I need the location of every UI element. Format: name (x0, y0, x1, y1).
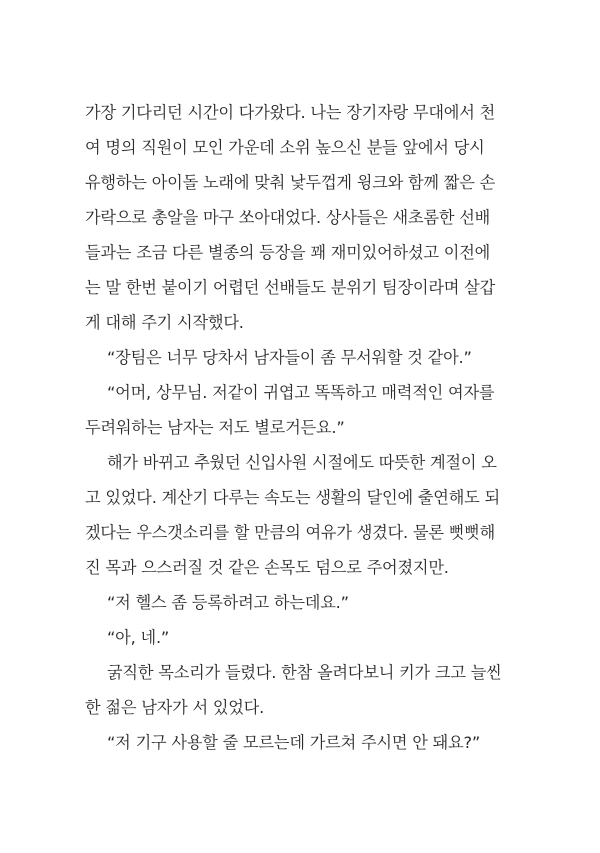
text-line: 는 말 한번 붙이기 어렵던 선배들도 분위기 팀장이라며 살갑 (85, 278, 496, 297)
dialogue-line: “장팀은 너무 당차서 남자들이 좀 무서워할 것 같아.” (107, 348, 472, 367)
text-line: 겠다는 우스갯소리를 할 만큼의 여유가 생겼다. 물론 뻣뻣해 (85, 523, 496, 542)
text-line: 한 젊은 남자가 서 있었다. (85, 698, 265, 717)
text-line: 진 목과 으스러질 것 같은 손목도 덤으로 주어졌지만. (85, 558, 449, 577)
text-line: 가장 기다리던 시간이 다가왔다. 나는 장기자랑 무대에서 천 (85, 103, 496, 122)
text-line: 여 명의 직원이 모인 가운데 소위 높으신 분들 앞에서 당시 (85, 138, 485, 157)
dialogue-line: “어머, 상무님. 저같이 귀엽고 똑똑하고 매력적인 여자를 (107, 383, 495, 402)
text-line: 게 대해 주기 시작했다. (85, 313, 244, 332)
text-line: 두려워하는 남자는 저도 별로거든요.” (85, 418, 345, 437)
paragraph-start-line: 굵직한 목소리가 들렸다. 한참 올려다보니 키가 크고 늘씬 (107, 663, 502, 682)
document-page (85, 95, 502, 760)
dialogue-line: “아, 네.” (107, 628, 170, 647)
paragraph-start-line: 해가 바뀌고 추웠던 신입사원 시절에도 따뜻한 계절이 오 (107, 453, 497, 472)
text-line: 가락으로 총알을 마구 쏘아대었다. 상사들은 새초롬한 선배 (85, 208, 491, 227)
text-line: 유행하는 아이돌 노래에 맞춰 낯두껍게 윙크와 함께 짧은 손 (85, 173, 496, 192)
text-line: 고 있었다. 계산기 다루는 속도는 생활의 달인에 출연해도 되 (85, 488, 500, 507)
dialogue-line: “저 기구 사용할 줄 모르는데 가르쳐 주시면 안 돼요?” (107, 733, 481, 752)
text-line: 들과는 조금 다른 별종의 등장을 꽤 재미있어하셨고 이전에 (85, 243, 491, 262)
dialogue-line: “저 헬스 좀 등록하려고 하는데요.” (107, 593, 349, 612)
